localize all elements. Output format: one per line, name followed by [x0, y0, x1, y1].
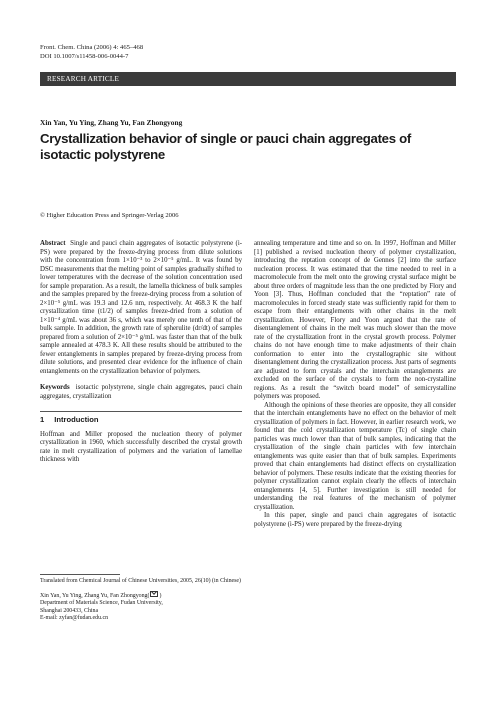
- footnote-department: Department of Materials Science, Fudan University,: [40, 600, 163, 607]
- keywords-text: isotactic polystyrene, single chain aggregates, pauci chain aggregates, crystallization: [40, 384, 242, 400]
- intro-paragraph: Hoffman and Miller proposed the nucleation theory of polymer crystallization in 1960, which successfully described the crystal growth rate in melt crystallization of polymers and the variation of lamellae thickness with: [40, 430, 242, 463]
- journal-info: [40, 44, 143, 61]
- body-paragraph-1: annealing temperature and time and so on. In 1997, Hoffman and Miller [1] published a revised nucleation theory of polymer crystallization, introducing the reptation concept of de Gennes [2] into the surface nucleation process. It was estimated that the time needed to reel in a macromolecule from the melt onto the growing crystal surface might be about three orders of magnitude less than the one predicted by Flory and Yoon [3]. Thus, Hoffman concluded that the “reptation” rate of macromolecules in forced steady state was sufficiently rapid for them to escape from their entanglements with other chains in the melt crystallization. However, Flory and Yoon argued that the rate of disentanglement of chains in the melt was much slower than the move rate of the crystallization front in the crystal growth process. Polymer chains do not have enough time to make adjustments of their chain conformation to enter into the crystallographic site without disentanglement during the crystallization process. Just parts of segments are adjusted to form crystals and the interchain entanglements are excluded on the surface of the crystals to form the non-crystalline regions. As a result the “switch board model” of semicrystalline polymers was proposed.: [254, 240, 456, 400]
- abstract: [40, 240, 242, 376]
- translation-note: Translated from Chemical Journal of Chinese Universities, 2005, 26(10) (in Chinese): [40, 578, 242, 584]
- body-paragraph-3: In this paper, single and pauci chain aggregates of isotactic polystyrene (i-PS) were prepared by the freeze-drying: [254, 512, 456, 528]
- section-title: Introduction: [54, 415, 99, 424]
- author-list: Xin Yan, Yu Ying, Zhang Yu, Fan Zhongyong: [40, 118, 183, 127]
- keywords: [40, 384, 242, 401]
- article-title: Crystallization behavior of single or pauci chain aggregates of isotactic polystyrene: [40, 131, 411, 162]
- article-type-banner: RESEARCH ARTICLE: [40, 72, 456, 86]
- section-heading-introduction: [40, 416, 242, 425]
- section-number: 1: [40, 415, 45, 424]
- journal-citation: Front. Chem. China (2006) 4: 465–468: [40, 44, 144, 51]
- right-column: [254, 240, 456, 529]
- footnote-email[interactable]: E-mail: zyfan@fudan.edu.cn: [40, 615, 109, 622]
- section-divider: [40, 411, 242, 412]
- abstract-text: Single and pauci chain aggregates of isotactic polystyrene (i-PS) were prepared by the freeze-drying process from dilute solutions with the concentration from 1×10⁻³ to 2×10⁻⁵ g/mL. It was found by DSC measurements that the melting point of samples gradually shifted to lower temperatures with the decrease of the solution concentration used for sample preparation. As a result, the lamella thickness of bulk samples and the samples prepared by the freeze-drying process from a solution of 2×10⁻⁵ g/mL was 19.3 and 12.6 nm, respectively. At 468.3 K the half crystallization time (t1/2) of samples freeze-dried from a solution of 1×10⁻⁴ g/mL was about 36 s, which was merely one tenth of that of the bulk sample. In addition, the growth rate of spherulite (dr/dt) of samples prepared from a solution of 2×10⁻⁵ g/mL was faster than that of the bulk sample annealed at 478.3 K. All these results should be attributed to the fewer entanglements in samples prepared by freeze-drying process from dilute solutions, and presented clear evidence for the influence of chain entanglements on the crystallization behavior of polymers.: [40, 240, 242, 375]
- abstract-label: Abstract: [40, 240, 66, 247]
- footnote-rule: [40, 574, 120, 575]
- footnotes: [40, 574, 242, 623]
- copyright-notice: © Higher Education Press and Springer-Verlag 2006: [40, 212, 179, 219]
- doi: DOI 10.1007/s11458-006-0044-7: [40, 52, 129, 60]
- left-column: [40, 240, 242, 465]
- body-paragraph-2: Although the opinions of these theories are opposite, they all consider that the interchain entanglements have no effect on the behavior of melt crystallization of polymers in fact. However, in earlier research work, we found that the cold crystallization temperature (Tc) of single chain particles was much lower than that of bulk samples, indicating that the crystallization of the single chain particles with few interchain entanglements was quite easier than that of bulk samples. Experiments proved that chain entanglements had distinct effects on crystallization behavior of polymers. These results indicate that the existing theories for polymer crystallization cannot explain clearly the effects of interchain entanglements [4, 5]. Further investigation is still needed for understanding the real features of the mechanism of polymer crystallization.: [254, 401, 456, 511]
- footnote-city: Shanghai 200433, China: [40, 607, 99, 614]
- footnote-authors: Xin Yan, Yu Ying, Zhang Yu, Fan Zhongyong( ): [40, 592, 162, 599]
- envelope-icon: [150, 591, 158, 597]
- keywords-label: Keywords: [40, 384, 70, 391]
